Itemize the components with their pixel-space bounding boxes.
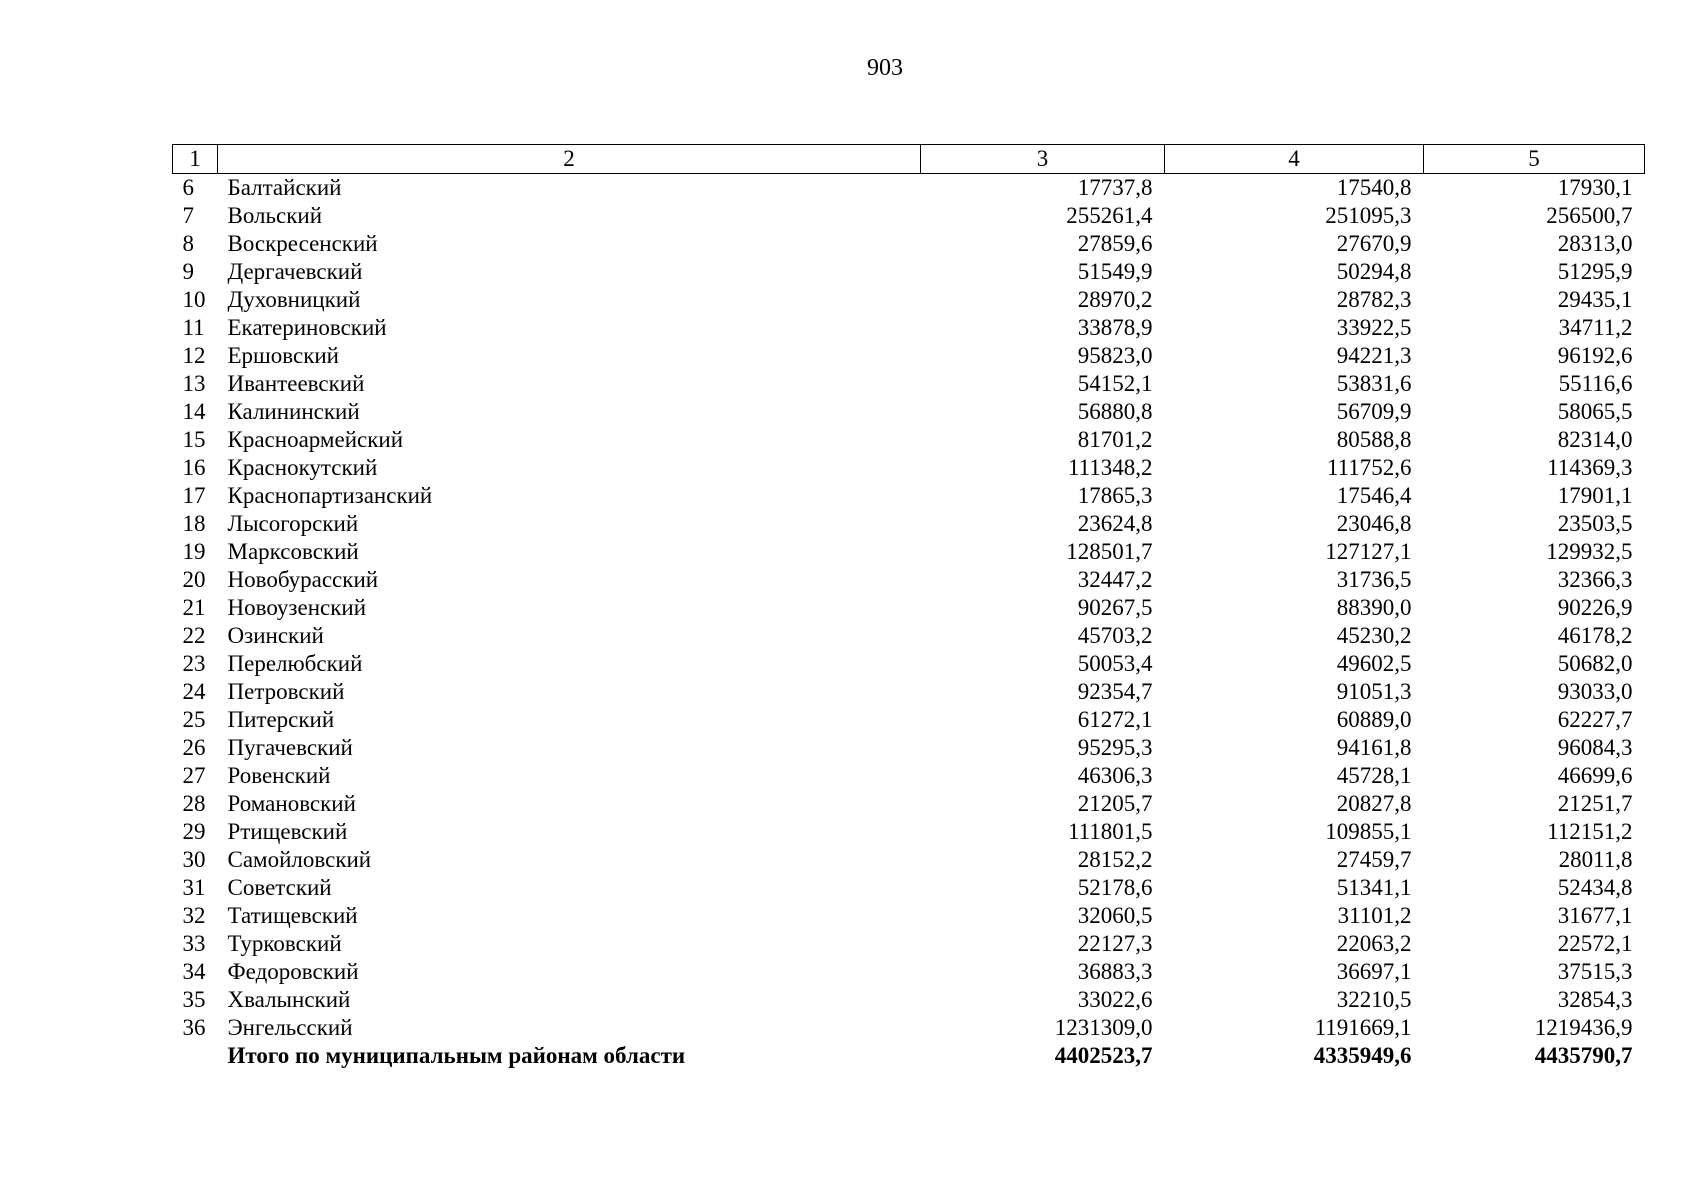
header-col-4: 4 [1165, 145, 1424, 174]
value-col-5: 93033,0 [1557, 679, 1633, 704]
value-col-5: 34711,2 [1558, 315, 1633, 340]
value-col-3: 17737,8 [1077, 175, 1153, 200]
value-col-4: 17546,4 [1336, 483, 1412, 508]
value-col-4: 53831,6 [1336, 371, 1412, 396]
district-name: Ртищевский [227, 819, 348, 844]
row-number: 11 [182, 315, 205, 340]
value-col-4: 31101,2 [1337, 903, 1412, 928]
value-col-3: 28152,2 [1077, 847, 1153, 872]
value-col-3: 54152,1 [1077, 371, 1153, 396]
value-col-5: 90226,9 [1557, 595, 1633, 620]
value-col-4: 27459,7 [1336, 847, 1412, 872]
value-col-3: 92354,7 [1077, 679, 1153, 704]
table-row [173, 538, 1645, 566]
value-col-5: 17930,1 [1557, 175, 1633, 200]
table-row [173, 622, 1645, 650]
table-row [173, 342, 1645, 370]
table-row [173, 594, 1645, 622]
value-col-4: 88390,0 [1336, 595, 1412, 620]
value-col-3: 111801,5 [1067, 819, 1153, 844]
row-number: 9 [182, 259, 194, 284]
value-col-3: 22127,3 [1077, 931, 1153, 956]
value-col-3: 51549,9 [1077, 259, 1153, 284]
value-col-5: 96084,3 [1557, 735, 1633, 760]
district-name: Турковский [227, 931, 342, 956]
row-number: 33 [182, 931, 206, 956]
value-col-4: 251095,3 [1325, 203, 1412, 228]
value-col-4: 94221,3 [1336, 343, 1412, 368]
district-name: Энгельсский [227, 1015, 353, 1040]
value-col-3: 32447,2 [1077, 567, 1153, 592]
value-col-3: 255261,4 [1066, 203, 1153, 228]
district-name: Федоровский [227, 959, 359, 984]
value-col-3: 21205,7 [1077, 791, 1153, 816]
value-col-3: 32060,5 [1077, 903, 1153, 928]
value-col-4: 91051,3 [1336, 679, 1412, 704]
row-number: 27 [182, 763, 206, 788]
value-col-4: 51341,1 [1336, 875, 1412, 900]
value-col-4: 127127,1 [1325, 539, 1412, 564]
row-number: 24 [182, 679, 206, 704]
table-row [173, 230, 1645, 258]
header-col-2: 2 [218, 145, 921, 174]
value-col-3: 95295,3 [1077, 735, 1153, 760]
value-col-5: 1219436,9 [1534, 1015, 1633, 1040]
row-number: 6 [182, 175, 194, 200]
table-row [173, 426, 1645, 454]
value-col-5: 17901,1 [1557, 483, 1633, 508]
row-number: 31 [182, 875, 206, 900]
table-row [173, 174, 1645, 203]
value-col-3: 52178,6 [1077, 875, 1153, 900]
district-name: Петровский [227, 679, 345, 704]
value-col-4: 94161,8 [1336, 735, 1412, 760]
district-name: Духовницкий [227, 287, 361, 312]
page-number: 903 [867, 55, 903, 81]
table-row [173, 454, 1645, 482]
value-col-4: 32210,5 [1336, 987, 1412, 1012]
row-number: 8 [182, 231, 194, 256]
district-name: Краснопартизанский [227, 483, 433, 508]
value-col-4: 56709,9 [1336, 399, 1412, 424]
value-col-5: 28011,8 [1558, 847, 1633, 872]
header-row [173, 145, 1645, 174]
header-col-5: 5 [1424, 145, 1645, 174]
district-name: Екатериновский [227, 315, 387, 340]
value-col-5: 50682,0 [1557, 651, 1633, 676]
header-col-3: 3 [921, 145, 1165, 174]
table-row [173, 678, 1645, 706]
table-row [173, 902, 1645, 930]
row-number: 34 [182, 959, 206, 984]
value-col-3: 46306,3 [1077, 763, 1153, 788]
district-name: Ершовский [227, 343, 339, 368]
total-value-col-5: 4435790,7 [1534, 1043, 1633, 1068]
table-header [173, 145, 1645, 174]
district-name: Хвалынский [227, 987, 351, 1012]
row-number: 19 [182, 539, 206, 564]
value-col-4: 28782,3 [1336, 287, 1412, 312]
table-row [173, 286, 1645, 314]
value-col-4: 109855,1 [1325, 819, 1412, 844]
value-col-4: 31736,5 [1336, 567, 1412, 592]
value-col-4: 33922,5 [1336, 315, 1412, 340]
value-col-5: 129932,5 [1546, 539, 1633, 564]
value-col-4: 23046,8 [1336, 511, 1412, 536]
row-number: 26 [182, 735, 206, 760]
district-name: Новоузенский [227, 595, 367, 620]
value-col-5: 51295,9 [1557, 259, 1633, 284]
row-number: 30 [182, 847, 206, 872]
value-col-5: 256500,7 [1546, 203, 1633, 228]
table-row [173, 398, 1645, 426]
value-col-3: 33878,9 [1077, 315, 1153, 340]
value-col-5: 46699,6 [1557, 763, 1633, 788]
row-number: 21 [182, 595, 206, 620]
table-row [173, 650, 1645, 678]
district-name: Питерский [227, 707, 335, 732]
value-col-3: 61272,1 [1077, 707, 1153, 732]
table-row [173, 818, 1645, 846]
row-number: 12 [182, 343, 206, 368]
value-col-4: 27670,9 [1336, 231, 1412, 256]
value-col-4: 17540,8 [1336, 175, 1412, 200]
district-name: Вольский [227, 203, 323, 228]
row-number: 10 [182, 287, 206, 312]
row-number: 20 [182, 567, 206, 592]
total-label: Итого по муниципальным районам области [227, 1043, 686, 1068]
value-col-3: 50053,4 [1077, 651, 1153, 676]
value-col-4: 50294,8 [1336, 259, 1412, 284]
value-col-3: 27859,6 [1077, 231, 1153, 256]
value-col-4: 20827,8 [1336, 791, 1412, 816]
district-name: Перелюбский [227, 651, 363, 676]
value-col-3: 81701,2 [1077, 427, 1153, 452]
row-number: 18 [182, 511, 206, 536]
value-col-4: 1191669,1 [1314, 1015, 1412, 1040]
row-number: 16 [182, 455, 206, 480]
value-col-3: 128501,7 [1066, 539, 1153, 564]
table-row [173, 762, 1645, 790]
district-name: Дергачевский [227, 259, 363, 284]
value-col-5: 29435,1 [1557, 287, 1633, 312]
total-row-number [173, 1042, 218, 1070]
district-name: Марксовский [227, 539, 359, 564]
value-col-5: 52434,8 [1557, 875, 1633, 900]
row-number: 23 [182, 651, 206, 676]
value-col-3: 33022,6 [1077, 987, 1153, 1012]
district-name: Романовский [227, 791, 356, 816]
total-value-col-3: 4402523,7 [1054, 1043, 1153, 1068]
district-name: Красноармейский [227, 427, 403, 452]
value-col-5: 32854,3 [1557, 987, 1633, 1012]
value-col-5: 31677,1 [1557, 903, 1633, 928]
row-number: 17 [182, 483, 206, 508]
value-col-5: 55116,6 [1558, 371, 1633, 396]
table-row [173, 258, 1645, 286]
value-col-5: 32366,3 [1557, 567, 1633, 592]
value-col-3: 17865,3 [1077, 483, 1153, 508]
table-row [173, 314, 1645, 342]
value-col-5: 23503,5 [1557, 511, 1633, 536]
value-col-3: 56880,8 [1077, 399, 1153, 424]
value-col-5: 62227,7 [1557, 707, 1633, 732]
total-value-col-4: 4335949,6 [1313, 1043, 1412, 1068]
district-name: Ивантеевский [227, 371, 365, 396]
district-name: Татищевский [227, 903, 358, 928]
row-number: 35 [182, 987, 206, 1012]
table-row [173, 510, 1645, 538]
value-col-4: 49602,5 [1336, 651, 1412, 676]
value-col-4: 80588,8 [1336, 427, 1412, 452]
value-col-3: 36883,3 [1077, 959, 1153, 984]
district-name: Воскресенский [227, 231, 378, 256]
table-row [173, 958, 1645, 986]
district-name: Новобурасский [227, 567, 379, 592]
value-col-5: 22572,1 [1557, 931, 1633, 956]
row-number: 13 [182, 371, 206, 396]
value-col-4: 45728,1 [1336, 763, 1412, 788]
row-number: 7 [182, 203, 194, 228]
value-col-5: 37515,3 [1557, 959, 1633, 984]
value-col-3: 23624,8 [1077, 511, 1153, 536]
district-name: Самойловский [227, 847, 372, 872]
district-name: Озинский [227, 623, 324, 648]
value-col-5: 96192,6 [1557, 343, 1633, 368]
table-row [173, 482, 1645, 510]
header-col-1: 1 [173, 145, 218, 174]
value-col-4: 36697,1 [1336, 959, 1412, 984]
table-body [173, 174, 1645, 1071]
value-col-5: 28313,0 [1557, 231, 1633, 256]
table-row [173, 874, 1645, 902]
table-row [173, 986, 1645, 1014]
value-col-5: 46178,2 [1557, 623, 1633, 648]
table-row [173, 202, 1645, 230]
value-col-3: 28970,2 [1077, 287, 1153, 312]
row-number: 15 [182, 427, 206, 452]
table-row [173, 370, 1645, 398]
table-row [173, 930, 1645, 958]
value-col-3: 45703,2 [1077, 623, 1153, 648]
total-row [173, 1042, 1645, 1070]
row-number: 14 [182, 399, 206, 424]
table-row [173, 790, 1645, 818]
row-number: 29 [182, 819, 206, 844]
row-number: 36 [182, 1015, 206, 1040]
value-col-5: 112151,2 [1547, 819, 1633, 844]
value-col-4: 22063,2 [1336, 931, 1412, 956]
value-col-5: 21251,7 [1557, 791, 1633, 816]
value-col-4: 45230,2 [1336, 623, 1412, 648]
table-row [173, 846, 1645, 874]
value-col-5: 114369,3 [1547, 455, 1633, 480]
row-number: 32 [182, 903, 206, 928]
value-col-4: 111752,6 [1326, 455, 1412, 480]
district-name: Калининский [227, 399, 360, 424]
table-row [173, 1014, 1645, 1042]
table-row [173, 706, 1645, 734]
district-name: Краснокутский [227, 455, 378, 480]
value-col-3: 1231309,0 [1054, 1015, 1153, 1040]
data-table [172, 144, 1645, 1070]
value-col-3: 95823,0 [1077, 343, 1153, 368]
table-row [173, 566, 1645, 594]
value-col-4: 60889,0 [1336, 707, 1412, 732]
district-name: Балтайский [227, 175, 342, 200]
value-col-5: 82314,0 [1557, 427, 1633, 452]
row-number: 22 [182, 623, 206, 648]
value-col-3: 90267,5 [1077, 595, 1153, 620]
row-number: 28 [182, 791, 206, 816]
table-row [173, 734, 1645, 762]
district-name: Советский [227, 875, 332, 900]
row-number: 25 [182, 707, 206, 732]
value-col-3: 111348,2 [1067, 455, 1153, 480]
value-col-5: 58065,5 [1557, 399, 1633, 424]
district-name: Ровенский [227, 763, 331, 788]
district-name: Лысогорский [227, 511, 359, 536]
district-name: Пугачевский [227, 735, 353, 760]
